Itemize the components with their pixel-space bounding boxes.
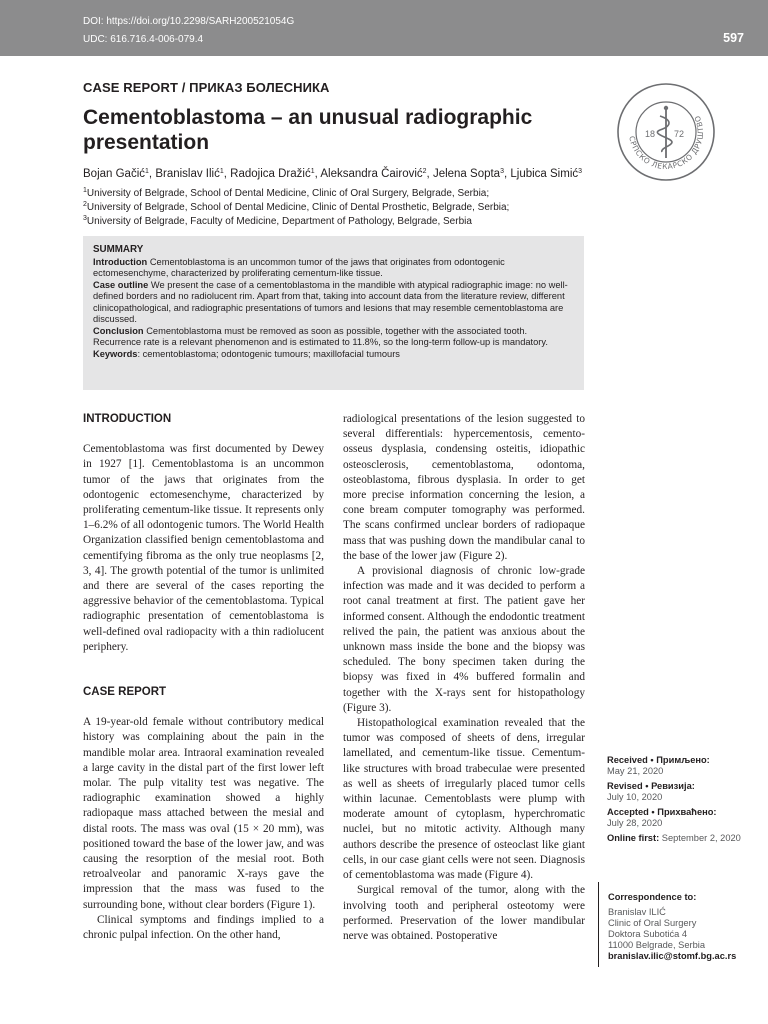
svg-text:СРПСКО ЛЕКАРСКО ДРУШТВО: СРПСКО ЛЕКАРСКО ДРУШТВО: [627, 113, 706, 172]
summary-intro-text: Cementoblastoma is an uncommon tumor of the jaws that originates from odontogenic ectomesenchyme, characterized by proliferating cementum-like tissue.: [93, 256, 505, 278]
author-name: Jelena Sopta: [432, 168, 501, 180]
affiliation-row: [83, 215, 509, 229]
summary-conclusion-label: Conclusion: [93, 325, 144, 336]
summary-intro-label: Introduction: [93, 256, 148, 267]
affiliation-row: [83, 187, 509, 201]
affiliation-row: [83, 201, 509, 215]
author-affiliation-mark: 1: [219, 168, 224, 175]
correspondence-name: Branislav ILIĆ: [608, 907, 666, 917]
case-report-paragraph: A 19-year-old female without contributory medical history was complaining about the pain in the mandible molar area. Intraoral examination revealed a large cavity in the distal part of the first lower left molar. The pulp vitality test was negative. The radiographic examination showed a highly radiopaque mass attached between the mesial and distal roots. The mass was oval (15 × 20 mm), was positioned toward the base of the lower jaw, and was causing the resorption of the mesial root. Both retroalveolar and panoramic X-rays gave the impression that the mass was fused to the surrounding bone, without clear borders (Figure 1).: [83, 716, 324, 911]
received-date: May 21, 2020: [607, 766, 664, 776]
author-name: Aleksandra Čairović: [320, 168, 423, 180]
summary-case-text: We present the case of a cementoblastoma in the mandible with atypical radiographic image: no well-defined borders and no radiolucent rim. Apart from that, taking into account data from the literature review, different clinicopathological, and radiographic presentations of tumors and lesions that may resemble cementoblastoma are discussed.: [93, 279, 568, 324]
summary-conclusion-text: Cementoblastoma must be removed as soon as possible, together with the associated tooth. Recurrence rate is a relevant phenomenon and is estimated to 11.8%, so the long-term follow-up is mandatory.: [93, 325, 548, 347]
revised-date: July 10, 2020: [607, 792, 663, 802]
author-affiliation-mark: 1: [145, 168, 149, 175]
affiliation-number: 1: [83, 187, 87, 194]
correspondence-street: Doktora Subotića 4: [608, 929, 688, 939]
summary-case-outline: [93, 280, 574, 326]
correspondence-block: [598, 882, 758, 967]
body-paragraph: Surgical removal of the tumor, along with the involving tooth and peripheral osteotomy were performed. Preservation of the lower mandibular nerve was obtained. Postoperative: [343, 884, 585, 942]
society-seal-logo: [616, 82, 716, 182]
revised-label: Revised • Ревизија:: [607, 781, 695, 791]
accepted-label: Accepted • Прихваћено:: [607, 807, 717, 817]
doi-text[interactable]: DOI: https://doi.org/10.2298/SARH200521054G: [83, 16, 295, 27]
case-report-heading: CASE REPORT: [83, 686, 167, 699]
correspondence-city: 11000 Belgrade, Serbia: [608, 940, 705, 950]
accepted-date: July 28, 2020: [607, 818, 663, 828]
online-first-date: September 2, 2020: [659, 833, 741, 843]
journal-header-bar: [0, 0, 768, 56]
affiliation-number: 2: [83, 200, 87, 208]
seal-year-right: 72: [674, 129, 685, 139]
author-name: Ljubica Simić: [510, 168, 579, 180]
udc-text: UDC: 616.716.4-006-079.4: [83, 34, 204, 45]
body-column-left: [83, 412, 324, 943]
affiliations: [83, 187, 509, 228]
case-report-paragraph: Clinical symptoms and findings implied to a chronic pulpal infection. On the other hand,: [83, 913, 324, 942]
seal-year-left: 18: [645, 129, 656, 139]
body-column-right: [343, 412, 585, 944]
affiliation-text: University of Belgrade, Faculty of Medicine, Department of Pathology, Belgrade, Serbia: [86, 215, 472, 227]
affiliation-text: University of Belgrade, School of Dental Medicine, Clinic of Oral Surgery, Belgrade, Serbia;: [86, 188, 490, 199]
author-name: Branislav Ilić: [155, 168, 220, 180]
affiliation-number: 3: [83, 214, 87, 222]
online-first: [607, 833, 757, 844]
online-first-label: Online first:: [607, 833, 660, 843]
introduction-paragraph: Cementoblastoma was first documented by Dewey in 1927 [1]. Cementoblastoma is an uncommon tumor of the jaws that originates from the odontogenic ectomesenchyme, characterized by proliferating cementum-like tissue. It represents only 1–6.2% of all odontogenic tumors. The World Health Organization classified benign cementoblastoma and cementifying fibroma as the only true neoplasms [2, 3, 4]. The growth potential of the tumor is unlimited and there are several of the cases reporting the aggressive behavior of the cementoblastoma. Typical radiographic presentation of cementoblastoma is well-defined oval radiopacity with a thin radiolucent periphery.: [83, 443, 324, 653]
body-paragraph: A provisional diagnosis of chronic low-grade infection was made and it was decided to perform a root canal treatment at first. The patient gave her informed consent. Although the endodontic treatment relived the pain, the patient was anxious about the unknown mass inside the bone and the biopsy was scheduled. The bony specimen taken during the biopsy was fixed in 4% buffered formalin and together with the X-rays sent for histopathology (Figure 3).: [343, 565, 585, 714]
publication-dates: [607, 755, 757, 844]
article-title: Cementoblastoma – an unusual radiographic presentation: [83, 106, 533, 154]
body-paragraph: radiological presentations of the lesion suggested to several differentials: hypercementosis, cemento-osseus dysplasia, condensing osteitis, idiopathic osteosclerosis, cementoblastoma, odontoma, osteoblastoma, fibrous dysplasia. In order to get more precise information concerning the lesion, a cone bream computer tomography was performed. The scans confirmed unclear borders of radiopaque mass that was pushing down the mandibular canal to the base of the lower jaw (Figure 2).: [343, 413, 585, 562]
author-name: Radojica Dražić: [230, 168, 311, 180]
correspondence-email-link[interactable]: branislav.ilic@stomf.bg.ac.rs: [608, 951, 737, 961]
received-label: Received • Примљено:: [607, 755, 710, 765]
summary-keywords-text: : cementoblastoma; odontogenic tumours; maxillofacial tumours: [137, 348, 400, 359]
summary-case-label: Case outline: [93, 279, 149, 290]
author-affiliation-mark: 3: [578, 168, 583, 175]
affiliation-text: University of Belgrade, School of Dental Medicine, Clinic of Dental Prosthetic, Belgrade, Serbia;: [86, 201, 510, 213]
author-affiliation-mark: 3: [500, 168, 504, 175]
author-affiliation-mark: 1: [310, 168, 315, 175]
correspondence-department: Clinic of Oral Surgery: [608, 918, 697, 928]
summary-box: [83, 236, 584, 390]
correspondence-heading: Correspondence to:: [608, 892, 697, 902]
summary-conclusion: [93, 326, 574, 349]
summary-keywords: [93, 349, 574, 361]
author-name: Bojan Gačić: [83, 168, 146, 180]
page-number: 597: [723, 31, 744, 45]
introduction-heading: INTRODUCTION: [83, 413, 172, 425]
summary-introduction: [93, 257, 574, 280]
author-list: Bojan Gačić$^1$, Branislav Ilić$^1$, Radojica Dražić$^1$, Aleksandra Čairović$^2$, Jelena Sopta$^3$, Ljubica Simić$^3$: [83, 168, 583, 180]
body-paragraph: Histopathological examination revealed that the tumor was composed of sheets of dens, irregular lamellated, and cementum-like tissue. Cementum-like structures with broad trabeculae were presented as well as sheets of irregularly placed tumor cells within lacunae. Cementoblasts were plump with moderate amount of cytoplasm, hyperchromatic nuclei, but no mitotic activity. Although many authors describe the presence of osteoclast like giant cells, in our case giant cells were not seen. Diagnosis of cementoblastoma was made (Figure 4).: [343, 717, 585, 882]
article-section-label: CASE REPORT / ПРИКАЗ БОЛЕСНИКА: [83, 80, 330, 95]
author-affiliation-mark: 2: [422, 168, 427, 175]
summary-keywords-label: Keywords: [93, 348, 138, 359]
summary-heading: SUMMARY: [93, 244, 144, 255]
